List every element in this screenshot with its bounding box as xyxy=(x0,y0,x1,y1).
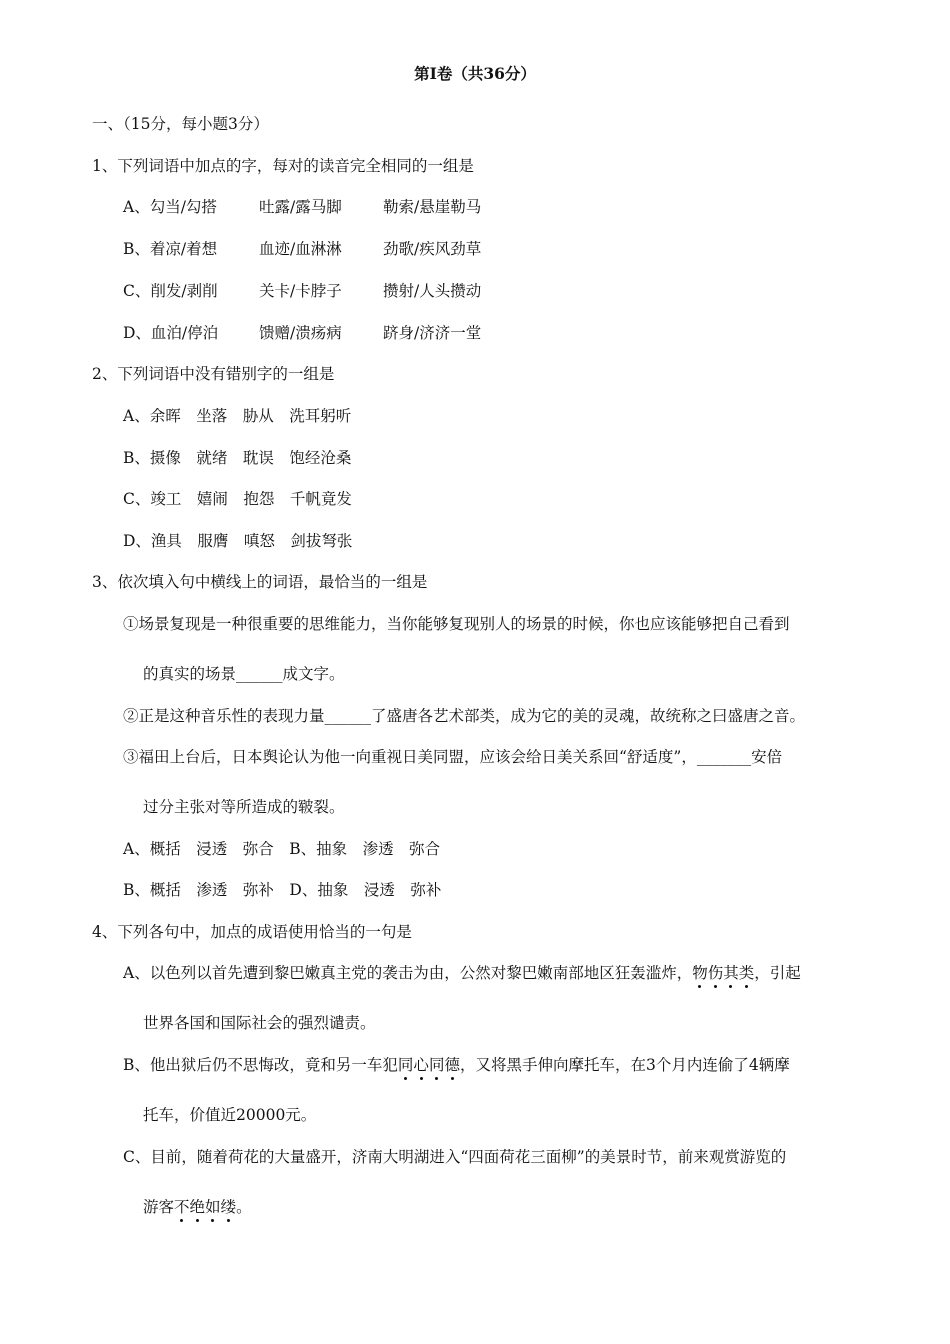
section-heading: 一、（15分，每小题3分） xyxy=(92,115,269,133)
emphasis-char: 同 xyxy=(397,1056,414,1074)
page-title: 第Ⅰ卷（共36分） xyxy=(414,64,536,83)
question-3-sentence-2: ②正是这种音乐性的表现力量______了盛唐各艺术部类，成为它的美的灵魂，故统称之曰盛唐之音。 xyxy=(123,707,806,725)
question-1-option-a: A、勾当/勾搭 吐露/露马脚 勒索/悬崖勒马 xyxy=(123,198,482,216)
question-3-stem: 3、依次填入句中横线上的词语，最恰当的一组是 xyxy=(92,573,428,591)
emphasis-char: 其 xyxy=(723,964,739,982)
question-1-stem: 1、下列词语中加点的字，每对的读音完全相同的一组是 xyxy=(92,157,474,175)
emphasis-char: 绝 xyxy=(189,1198,206,1216)
question-1-option-b: B、着凉/着想 血迹/血淋淋 劲歌/疾风劲草 xyxy=(123,240,482,258)
emphasis-char: 物 xyxy=(692,964,708,982)
question-3-sentence-1-cont: 的真实的场景______成文字。 xyxy=(143,665,345,683)
dotted-idiom xyxy=(692,964,754,982)
question-3-options-row-1: A、概括 浸透 弥合 B、抽象 渗透 弥合 xyxy=(123,840,441,858)
emphasis-char: 心 xyxy=(413,1056,429,1074)
emphasis-char: 德 xyxy=(444,1056,460,1074)
emphasis-char: 同 xyxy=(428,1056,445,1074)
question-4-option-c-cont: 游客不绝如缕。 xyxy=(143,1198,252,1216)
question-2-option-b: B、摄像 就绪 耽误 饱经沧桑 xyxy=(123,449,352,467)
question-4-option-b: B、他出狱后仍不思悔改，竟和另一车犯同心同德，又将黑手伸向摩托车，在3个月内连偷了4辆摩 xyxy=(123,1056,790,1074)
question-4-option-c: C、目前，随着荷花的大量盛开，济南大明湖进入“四面荷花三面柳”的美景时节，前来观赏游览的 xyxy=(123,1148,787,1166)
question-1-option-d: D、血泊/停泊 馈赠/溃疡病 跻身/济济一堂 xyxy=(123,324,482,342)
question-4-option-a: A、以色列以首先遭到黎巴嫩真主党的袭击为由，公然对黎巴嫩南部地区狂轰滥炸，物伤其类，引起 xyxy=(123,964,801,982)
question-2-stem: 2、下列词语中没有错别字的一组是 xyxy=(92,365,335,383)
question-3-sentence-3-cont: 过分主张对等所造成的皲裂。 xyxy=(143,798,345,816)
question-3-sentence-1: ①场景复现是一种很重要的思维能力，当你能够复现别人的场景的时候，你也应该能够把自己看到 xyxy=(123,615,790,633)
question-2-option-d: D、渔具 服膺 嗔怒 剑拔弩张 xyxy=(123,532,353,550)
question-4-option-a-cont: 世界各国和国际社会的强烈谴责。 xyxy=(143,1014,376,1032)
question-4-option-b-cont: 托车，价值近20000元。 xyxy=(143,1106,317,1124)
emphasis-char: 如 xyxy=(205,1198,221,1216)
question-1-option-c: C、削发/剥削 关卡/卡脖子 攒射/人头攒动 xyxy=(123,282,482,300)
question-2-option-c: C、竣工 嬉闹 抱怨 千帆竟发 xyxy=(123,490,352,508)
emphasis-char: 不 xyxy=(174,1198,190,1216)
emphasis-char: 类 xyxy=(738,964,755,982)
emphasis-char: 伤 xyxy=(707,964,724,982)
question-4-stem: 4、下列各句中，加点的成语使用恰当的一句是 xyxy=(92,923,412,941)
emphasis-char: 缕 xyxy=(220,1198,237,1216)
dotted-idiom xyxy=(398,1056,460,1074)
question-3-sentence-3: ③福田上台后，日本舆论认为他一向重视日美同盟，应该会给日美关系回“舒适度”，_______安倍 xyxy=(123,748,783,766)
question-3-options-row-2: B、概括 渗透 弥补 D、抽象 浸透 弥补 xyxy=(123,881,442,899)
dotted-idiom xyxy=(174,1198,236,1216)
question-2-option-a: A、余晖 坐落 胁从 洗耳躬听 xyxy=(123,407,352,425)
